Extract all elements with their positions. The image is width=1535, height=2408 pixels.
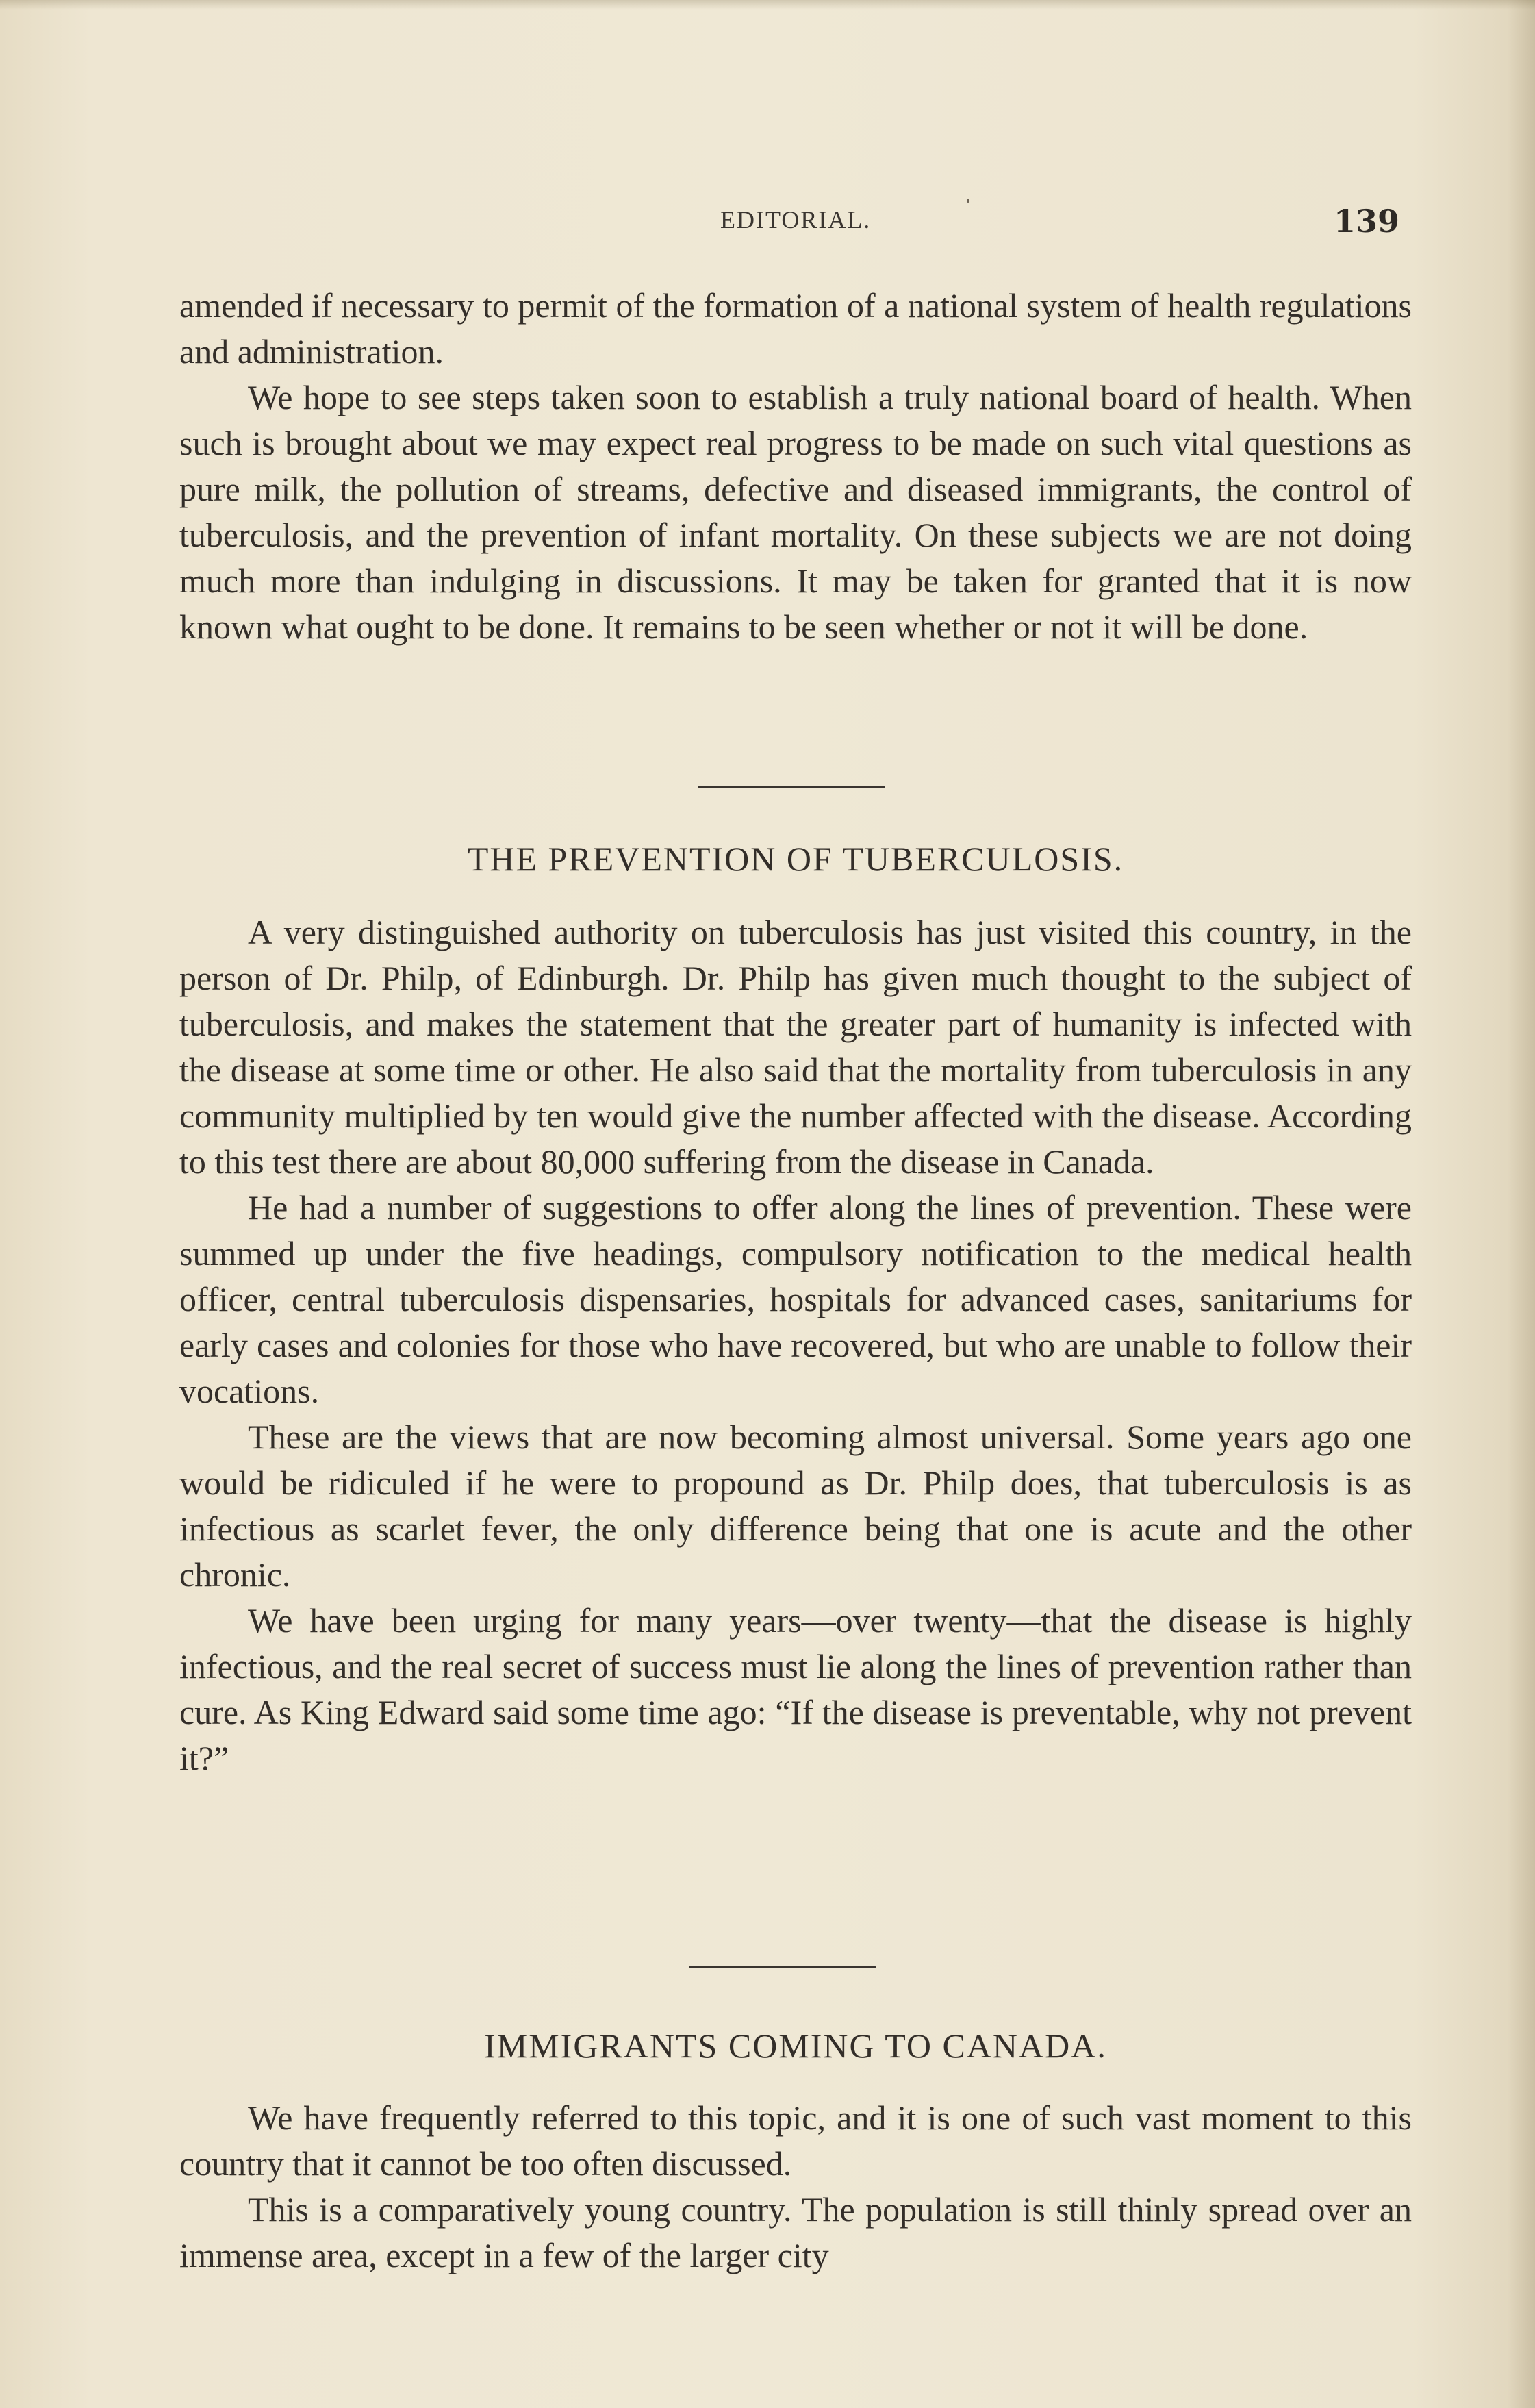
ink-speck — [967, 199, 969, 203]
page-top-shadow — [0, 0, 1535, 10]
page-edge-shadow — [1508, 0, 1535, 2408]
paragraph: A very distinguished authority on tuberculosis has just visited this country, in the person of Dr. Philp, of Edinburgh. Dr. Philp has given much thought to the subject of tuberculosis, and makes the statement that the greater part of humanity is infected with the disease at some time or other. He also said that the mortality from tuberculosis in any community multiplied by ten would give the number affected with the disease. According to this test there are about 80,000 suffering from the disease in Canada. — [179, 913, 1412, 1181]
continued-section — [179, 283, 1412, 650]
paragraph: This is a comparatively young country. The population is still thinly spread over an immense area, except in a few of the larger city — [179, 2190, 1412, 2274]
section-divider — [689, 1966, 876, 1968]
paragraph: amended if necessary to permit of the formation of a national system of health regulations and administration. — [179, 286, 1412, 371]
paragraph: We hope to see steps taken soon to establish a truly national board of health. When such is brought about we may expect real progress to be made on such vital questions as pure milk, the pollution of streams, defective and diseased immigrants, the control of tuberculosis, and the prevention of infant mortality. On these subjects we are not doing much more than indulging in discussions. It may be taken for granted that it is now known what ought to be done. It remains to be seen whether or not it will be done. — [179, 378, 1412, 646]
paragraph: These are the views that are now becoming almost universal. Some years ago one would be ridiculed if he were to propound as Dr. Philp does, that tuberculosis is as infectious as scarlet fever, the only difference being that one is acute and the other chronic. — [179, 1418, 1412, 1594]
paragraph: We have been urging for many years—over twenty—that the disease is highly infectious, and the real secret of success must lie along the lines of prevention rather than cure. As King Edward said some time ago: “If the disease is preventable, why not prevent it?” — [179, 1601, 1412, 1777]
page-number: 139 — [1334, 203, 1400, 240]
paragraph: He had a number of suggestions to offer along the lines of prevention. These were summed up under the five headings, compulsory notification to the medical health officer, central tuberculosis dispensaries, hospitals for advanced cases, sanitariums for early cases and colonies for those who have recovered, but who are unable to follow their vocations. — [179, 1188, 1412, 1410]
section-divider — [698, 786, 885, 788]
running-title: EDITORIAL. — [720, 206, 872, 234]
section-heading: IMMIGRANTS COMING TO CANADA. — [484, 2027, 1107, 2065]
immigrants-section — [179, 2095, 1412, 2279]
paragraph: We have frequently referred to this topic, and it is one of such vast moment to this country that it cannot be too often discussed. — [179, 2098, 1412, 2183]
section-heading: THE PREVENTION OF TUBERCULOSIS. — [467, 840, 1124, 878]
tuberculosis-section — [179, 910, 1412, 1781]
